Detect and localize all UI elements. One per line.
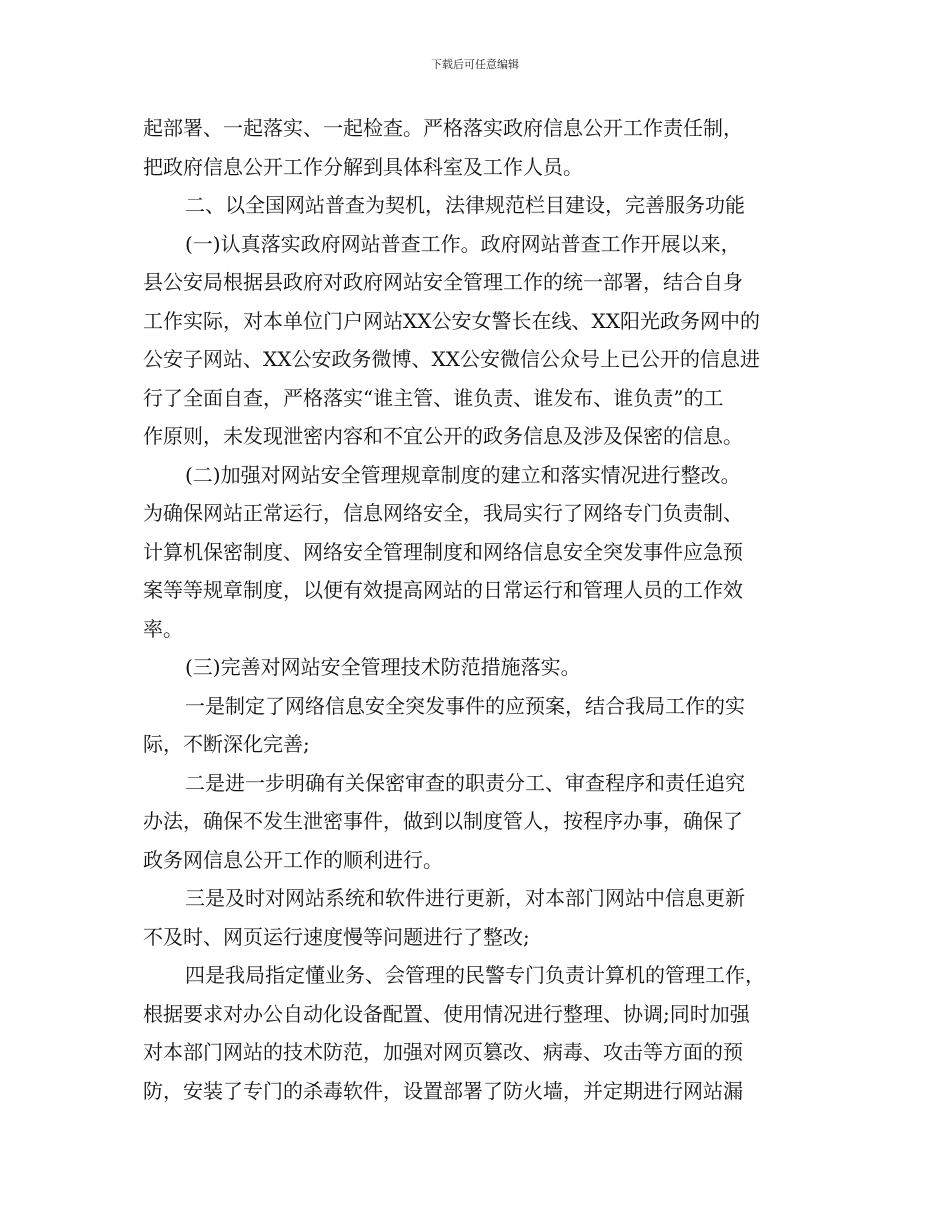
text-line: 际，不断深化完善; [143,732,310,756]
text-line: (一)认真落实政府网站普查工作。政府网站普查工作开展以来， [185,231,741,256]
text-line: 起部署、一起落实、一起检查。严格落实政府信息公开工作责任制， [143,116,743,140]
text-line: 率。 [143,616,183,641]
text-line: 根据要求对办公自动化设备配置、使用情况进行整理、协调;同时加强 [143,1001,750,1026]
text-line: 把政府信息公开工作分解到具体科室及工作人员。 [143,154,583,179]
text-line: 计算机保密制度、网络安全管理制度和网络信息安全突发事件应急预 [143,539,743,564]
text-line: 对本部门网站的技术防范，加强对网页篡改、病毒、攻击等方面的预 [143,1040,743,1064]
text-line: 工作实际，对本单位门户网站XX公安女警长在线、XX阳光政务网中的 [143,308,760,333]
text-line: 一是制定了网络信息安全突发事件的应预案，结合我局工作的实 [185,693,745,718]
text-line: 案等等规章制度，以便有效提高网站的日常运行和管理人员的工作效 [143,578,743,602]
text-line: 二、以全国网站普查为契机，法律规范栏目建设，完善服务功能 [185,193,745,217]
page-header-note: 下载后可任意编辑 [431,58,519,71]
text-line: 四是我局指定懂业务、会管理的民警专门负责计算机的管理工作， [185,963,765,987]
text-line: 三是及时对网站系统和软件进行更新，对本部门网站中信息更新 [185,886,745,910]
text-line: 防，安装了专门的杀毒软件，设置部署了防火墙，并定期进行网站漏 [143,1078,743,1103]
text-line: 行了全面自查，严格落实“谁主管、谁负责、谁发布、谁负责”的工 [143,385,724,410]
document-body [143,109,807,1110]
text-line: (二)加强对网站安全管理规章制度的建立和落实情况进行整改。 [185,462,741,487]
text-line: 二是进一步明确有关保密审查的职责分工、审查程序和责任追究 [185,770,745,795]
text-line: 公安子网站、XX公安政务微博、XX公安微信公众号上已公开的信息进 [143,347,760,371]
text-line: 不及时、网页运行速度慢等问题进行了整改; [143,924,530,949]
text-line: 政务网信息公开工作的顺利进行。 [143,847,443,872]
text-line: 办法，确保不发生泄密事件，做到以制度管人，按程序办事，确保了 [143,809,743,833]
text-line: (三)完善对网站安全管理技术防范措施落实。 [185,655,581,679]
text-line: 为确保网站正常运行，信息网络安全，我局实行了网络专门负责制、 [143,501,743,525]
text-line: 县公安局根据县政府对政府网站安全管理工作的统一部署，结合自身 [143,270,743,294]
text-line: 作原则，未发现泄密内容和不宜公开的政务信息及涉及保密的信息。 [143,424,743,448]
